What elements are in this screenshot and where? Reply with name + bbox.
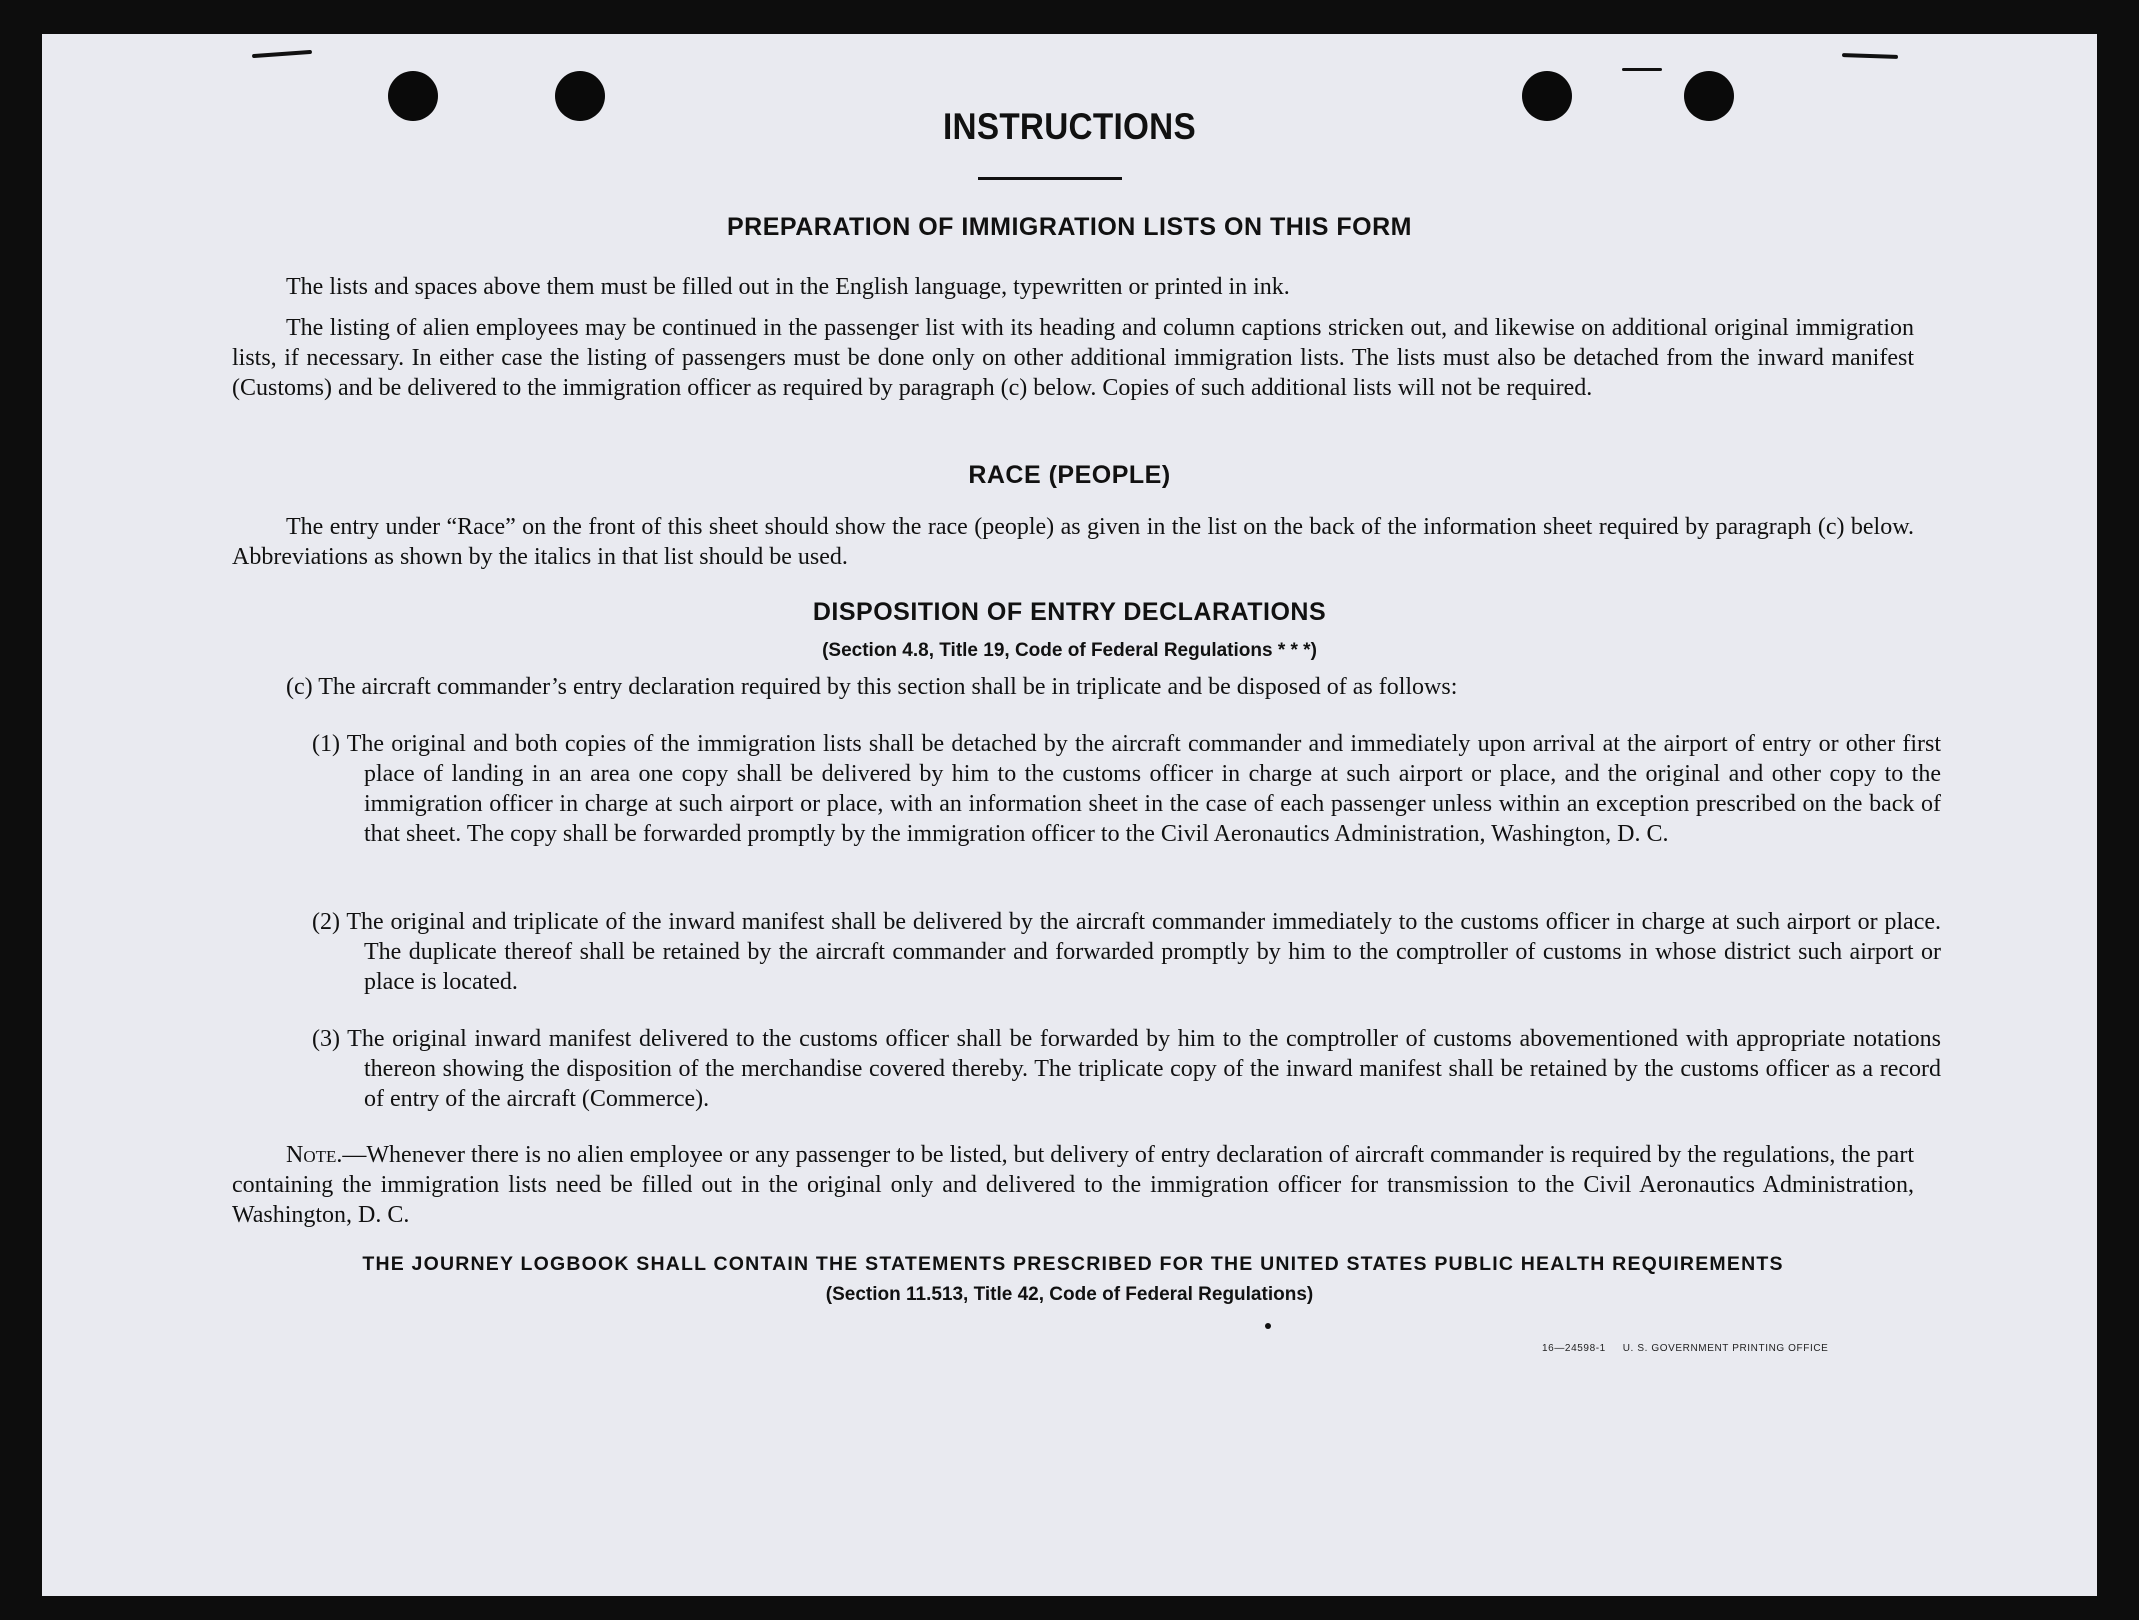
- note-text: —Whenever there is no alien employee or any passenger to be listed, but delivery of entry declaration of aircraft commander is required by the regulations, the part containing the immigration lists need be filled out in the original only and delivered to the immigration officer for transmission to the Civil Aeronautics Administration, Washington, D. C.: [232, 1142, 1914, 1228]
- smudge-mark: [1842, 53, 1898, 59]
- paragraph-alien-employees: The listing of alien employees may be continued in the passenger list with its heading and column captions stricken out, and likewise on additional original immigration lists, if necessary. In either case the listing of passengers must be done only on other additional immigration lists. The lists must also be detached from the inward manifest (Customs) and be delivered to the immigration officer as required by paragraph (c) below. Copies of such additional lists will not be required.: [232, 315, 1914, 401]
- title-underline: [978, 177, 1122, 180]
- note-paragraph: [232, 1140, 1914, 1230]
- note-label: Note.: [286, 1142, 343, 1168]
- paragraph-race: The entry under “Race” on the front of this sheet should show the race (people) as given in the list on the back of the information sheet required by paragraph (c) below. Abbreviations as shown by the italics in that list should be used.: [232, 514, 1914, 570]
- imprint-office: U. S. GOVERNMENT PRINTING OFFICE: [1622, 1343, 1829, 1354]
- paragraph-c-intro: (c) The aircraft commander’s entry declaration required by this section shall be in triplicate and be disposed of as follows:: [286, 674, 1458, 700]
- list-item: (3) The original inward manifest delivered to the customs officer shall be forwarded by him to the comptroller of customs abovementioned with appropriate notations thereon showing the disposition of the merchandise covered thereby. The triplicate copy of the inward manifest shall be retained by the customs officer as a record of entry of the aircraft (Commerce).: [312, 1026, 1941, 1112]
- public-health-statement: THE JOURNEY LOGBOOK SHALL CONTAIN THE STATEMENTS PRESCRIBED FOR THE UNITED STATES PUBLIC HEALTH REQUIREMENTS: [362, 1253, 1784, 1275]
- section-heading-race: RACE (PEOPLE): [968, 461, 1171, 489]
- ink-dot: [1265, 1323, 1271, 1329]
- printing-office-imprint: [1542, 1343, 1828, 1354]
- document-page: [42, 34, 2097, 1596]
- list-item: (2) The original and triplicate of the inward manifest shall be delivered by the aircraft commander immediately to the customs officer in charge at such airport or place. The duplicate thereof shall be retained by the aircraft commander and forwarded promptly by him to the comptroller of customs in whose district such airport or place is located.: [312, 909, 1941, 995]
- section-heading-immigration-lists: PREPARATION OF IMMIGRATION LISTS ON THIS FORM: [727, 213, 1412, 241]
- section-citation: (Section 4.8, Title 19, Code of Federal Regulations * * *): [822, 640, 1317, 661]
- smudge-mark: [252, 50, 312, 58]
- smudge-mark: [1622, 68, 1662, 71]
- paragraph-language: The lists and spaces above them must be filled out in the English language, typewritten or printed in ink.: [286, 274, 1290, 300]
- page-title: INSTRUCTIONS: [942, 106, 1196, 147]
- list-item: (1) The original and both copies of the immigration lists shall be detached by the aircraft commander and immediately upon arrival at the airport of entry or other first place of landing in an area one copy shall be delivered by him to the customs officer in charge at such airport or place, and the original and other copy to the immigration officer in charge at such airport or place, with an information sheet in the case of each passenger unless within an exception prescribed on the back of that sheet. The copy shall be forwarded promptly by the immigration officer to the Civil Aeronautics Administration, Washington, D. C.: [312, 731, 1941, 847]
- public-health-citation: (Section 11.513, Title 42, Code of Federal Regulations): [825, 1284, 1314, 1305]
- imprint-code: 16—24598-1: [1542, 1343, 1606, 1354]
- section-heading-disposition: DISPOSITION OF ENTRY DECLARATIONS: [812, 598, 1327, 626]
